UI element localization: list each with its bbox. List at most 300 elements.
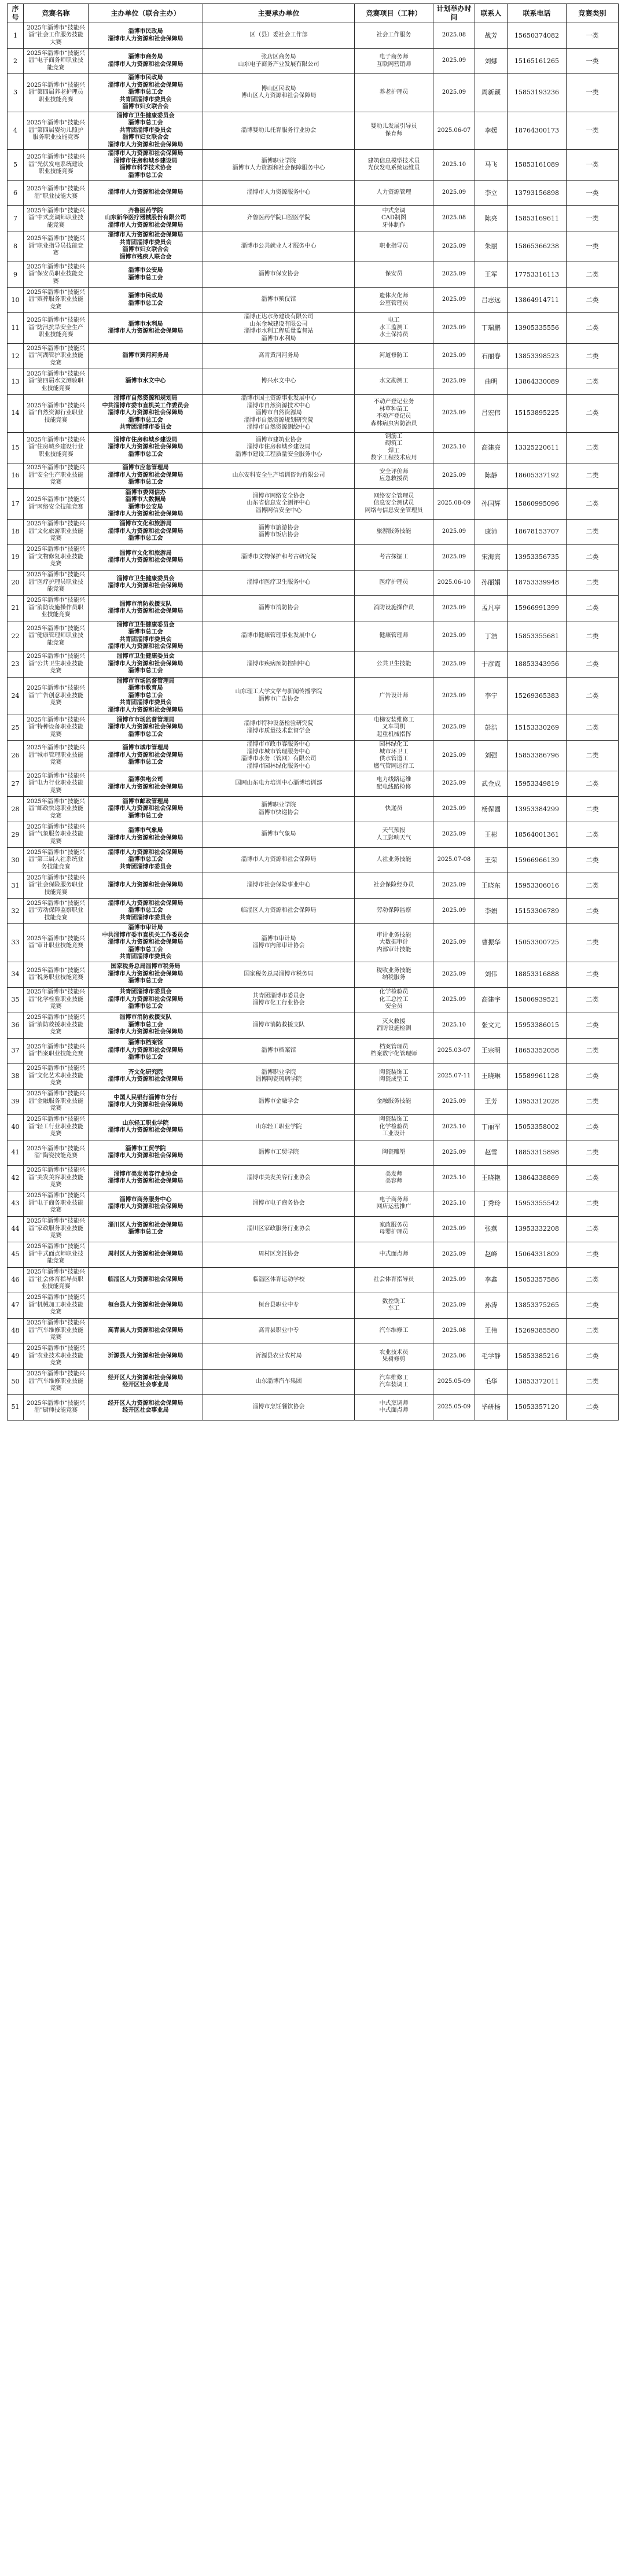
organizer-unit: 淄博市国土资源事业发展中心 bbox=[241, 395, 317, 402]
organizer-unit: 淄博市医疗卫生服务中心 bbox=[247, 579, 311, 586]
competition-category: 二类 bbox=[567, 1165, 619, 1191]
organizer-units bbox=[203, 1293, 355, 1318]
planned-time: 2025.09 bbox=[433, 369, 475, 395]
row-number: 32 bbox=[8, 899, 24, 924]
competition-name: 2025年淄博市“技能兴淄”第三届人社系统业务技能竞赛 bbox=[24, 848, 89, 873]
competition-item: 农业技术员 bbox=[379, 1349, 409, 1356]
host-units bbox=[89, 797, 203, 822]
contact-person: 王晓琳 bbox=[475, 1063, 508, 1089]
competition-item: 汽车维修工 bbox=[379, 1327, 409, 1334]
table-row bbox=[8, 570, 619, 595]
competition-category: 二类 bbox=[567, 519, 619, 544]
organizer-unit: 淄博市自然资源规划研究院 bbox=[244, 417, 314, 424]
competition-item: 化学检验员 bbox=[379, 989, 409, 996]
competition-category: 一类 bbox=[567, 74, 619, 112]
competition-category: 二类 bbox=[567, 771, 619, 797]
table-header bbox=[8, 4, 619, 23]
competition-category: 二类 bbox=[567, 797, 619, 822]
organizer-unit: 淄博市园林绿化服务中心 bbox=[247, 763, 311, 770]
competition-category: 二类 bbox=[567, 1394, 619, 1420]
planned-time: 2025.09 bbox=[433, 519, 475, 544]
competition-item: 考古探掘工 bbox=[379, 553, 409, 560]
contact-person: 吕宏伟 bbox=[475, 395, 508, 433]
contact-phone: 15165161265 bbox=[508, 49, 567, 74]
row-number: 33 bbox=[8, 924, 24, 962]
competition-item: 人力资源管理 bbox=[376, 189, 411, 196]
planned-time: 2025.10 bbox=[433, 150, 475, 181]
contact-phone: 15650374082 bbox=[508, 23, 567, 49]
planned-time: 2025.09 bbox=[433, 771, 475, 797]
contact-person: 王彬 bbox=[475, 822, 508, 848]
contact-person: 王宗明 bbox=[475, 1038, 508, 1063]
host-unit: 淄博市总工会 bbox=[128, 535, 163, 542]
competition-item: 家政服务员 bbox=[379, 1221, 409, 1228]
organizer-unit: 淄博网信安全中心 bbox=[255, 507, 302, 514]
row-number: 31 bbox=[8, 873, 24, 899]
host-unit: 淄博市市场监督管理局 bbox=[116, 678, 175, 685]
planned-time: 2025.06 bbox=[433, 1344, 475, 1369]
host-units bbox=[89, 74, 203, 112]
host-units bbox=[89, 1063, 203, 1089]
contact-person: 张文元 bbox=[475, 1013, 508, 1038]
competition-category: 一类 bbox=[567, 206, 619, 231]
contact-person: 孙涛 bbox=[475, 1293, 508, 1318]
organizer-units bbox=[203, 822, 355, 848]
host-units bbox=[89, 987, 203, 1013]
table-row bbox=[8, 595, 619, 621]
competition-items bbox=[355, 677, 433, 715]
competition-item: 档案管理员 bbox=[379, 1043, 409, 1050]
competition-category: 二类 bbox=[567, 544, 619, 570]
competition-items bbox=[355, 23, 433, 49]
table-row bbox=[8, 369, 619, 395]
contact-phone: 15589961128 bbox=[508, 1063, 567, 1089]
competition-item: 电工 bbox=[388, 317, 400, 324]
host-unit: 淄博市人力资源和社会保障局 bbox=[108, 150, 183, 157]
host-unit: 淄博市工贸学院 bbox=[125, 1145, 166, 1152]
organizer-units bbox=[203, 1013, 355, 1038]
competition-item: 婴幼儿发展引导员 bbox=[370, 123, 417, 130]
organizer-units bbox=[203, 231, 355, 262]
contact-phone: 13793156898 bbox=[508, 181, 567, 206]
competition-item: 不动产登记员 bbox=[376, 413, 411, 420]
host-unit: 淄博市应急管理局 bbox=[122, 465, 169, 472]
host-unit: 淄博市人力资源和社会保障局 bbox=[108, 232, 183, 238]
table-row bbox=[8, 488, 619, 519]
host-units bbox=[89, 519, 203, 544]
host-units bbox=[89, 677, 203, 715]
competition-category: 二类 bbox=[567, 1344, 619, 1369]
competition-items bbox=[355, 848, 433, 873]
table-row bbox=[8, 848, 619, 873]
competition-item: 中式面点师 bbox=[379, 1250, 409, 1257]
planned-time: 2025.09 bbox=[433, 621, 475, 652]
host-units bbox=[89, 1318, 203, 1344]
contact-phone: 15053358002 bbox=[508, 1114, 567, 1140]
contact-person: 李宁 bbox=[475, 677, 508, 715]
host-unit: 淄博市卫生健康委员会 bbox=[116, 575, 175, 582]
host-unit: 淄博市城市管理局 bbox=[122, 745, 169, 752]
planned-time: 2025.09 bbox=[433, 797, 475, 822]
host-unit: 高青县人力资源和社会保障局 bbox=[108, 1327, 183, 1334]
competition-category: 二类 bbox=[567, 848, 619, 873]
competition-name: 2025年淄博市“技能兴淄”化学检验职业技能竞赛 bbox=[24, 987, 89, 1013]
planned-time: 2025.09 bbox=[433, 715, 475, 741]
competition-item: 健康管理师 bbox=[379, 632, 409, 639]
competition-item: 园林绿化工 bbox=[379, 741, 409, 748]
host-units bbox=[89, 848, 203, 873]
competition-category: 二类 bbox=[567, 1140, 619, 1165]
organizer-unit: 淄博市建筑业协会 bbox=[255, 436, 302, 443]
header-contact: 联系人 bbox=[475, 4, 508, 23]
competition-item: 审计业务技能 bbox=[376, 932, 411, 939]
planned-time: 2025.09 bbox=[433, 49, 475, 74]
host-unit: 淄博市大数据局 bbox=[125, 496, 166, 503]
competition-item: 美容师 bbox=[385, 1178, 403, 1184]
host-unit: 淄博市人力资源和社会保障局 bbox=[108, 849, 183, 856]
organizer-units bbox=[203, 150, 355, 181]
competition-item: 互联网营销师 bbox=[376, 61, 411, 68]
planned-time: 2025.09 bbox=[433, 987, 475, 1013]
competition-name: 2025年淄博市“技能兴淄”城市管理职业技能竞赛 bbox=[24, 741, 89, 771]
header-category: 竞赛类别 bbox=[567, 4, 619, 23]
competition-name: 2025年淄博市“技能兴淄”职业指导员技能竞赛 bbox=[24, 231, 89, 262]
organizer-unit: 桓台县职业中专 bbox=[258, 1301, 299, 1308]
host-unit: 淄博市人力资源和社会保障局 bbox=[108, 882, 183, 889]
host-unit: 淄博市人力资源和社会保障局 bbox=[108, 189, 183, 196]
contact-person: 马飞 bbox=[475, 150, 508, 181]
competition-name: 2025年淄博市“技能兴淄”第四届养老护理员职业技能竞赛 bbox=[24, 74, 89, 112]
planned-time: 2025.09 bbox=[433, 1140, 475, 1165]
host-unit: 中国人民银行淄博市分行 bbox=[113, 1094, 178, 1101]
table-row bbox=[8, 1191, 619, 1216]
header-phone: 联系电话 bbox=[508, 4, 567, 23]
competition-name: 2025年淄博市“技能兴淄”电力行业职业技能竞赛 bbox=[24, 771, 89, 797]
competition-item: 劳动保障监察 bbox=[376, 907, 411, 914]
competition-name: 2025年淄博市“技能兴淄”殡葬服务职业技能竞赛 bbox=[24, 288, 89, 313]
contact-phone: 15865366238 bbox=[508, 231, 567, 262]
organizer-units bbox=[203, 369, 355, 395]
row-number: 26 bbox=[8, 741, 24, 771]
contact-phone: 13953332208 bbox=[508, 1216, 567, 1242]
table-row bbox=[8, 1318, 619, 1344]
host-unit: 淄博市文化和旅游局 bbox=[119, 550, 172, 557]
competition-item: 税收业务技能 bbox=[376, 967, 411, 974]
organizer-unit: 淄博市住房和城乡建设局 bbox=[247, 444, 311, 451]
competition-item: 陶瓷装饰工 bbox=[379, 1116, 409, 1123]
host-unit: 淄博市人力资源和社会保障局 bbox=[108, 511, 183, 517]
competition-item: 起重机械指挥 bbox=[376, 731, 411, 738]
host-units bbox=[89, 1344, 203, 1369]
organizer-unit: 山东金城建设有限公司 bbox=[249, 321, 308, 327]
host-unit: 淄博市总工会 bbox=[128, 1003, 163, 1010]
competition-category: 二类 bbox=[567, 652, 619, 677]
row-number: 4 bbox=[8, 112, 24, 150]
organizer-unit: 淄博市化工行业协会 bbox=[252, 1000, 305, 1006]
table-row bbox=[8, 899, 619, 924]
host-units bbox=[89, 288, 203, 313]
table-row bbox=[8, 1114, 619, 1140]
row-number: 34 bbox=[8, 962, 24, 987]
competition-item: 天气预报 bbox=[382, 827, 406, 834]
row-number: 12 bbox=[8, 344, 24, 369]
host-unit: 淄博市人力资源和社会保障局 bbox=[108, 939, 183, 945]
competition-category: 二类 bbox=[567, 924, 619, 962]
competition-items bbox=[355, 544, 433, 570]
host-unit: 齐鲁医药学院 bbox=[128, 207, 163, 214]
contact-person: 孙国辉 bbox=[475, 488, 508, 519]
competition-name: 2025年淄博市“技能兴淄”消防救援职业技能竞赛 bbox=[24, 1013, 89, 1038]
row-number: 43 bbox=[8, 1191, 24, 1216]
competition-item: 信息安全测试员 bbox=[373, 500, 414, 507]
host-units bbox=[89, 1038, 203, 1063]
competition-table bbox=[7, 3, 619, 1421]
organizer-units bbox=[203, 962, 355, 987]
host-unit: 淄博市人力资源和社会保障局 bbox=[108, 557, 183, 564]
contact-person: 李娟 bbox=[475, 899, 508, 924]
host-unit: 淄博市人力资源和社会保障局 bbox=[108, 528, 183, 535]
host-unit: 国家税务总局淄博市税务局 bbox=[111, 963, 181, 970]
competition-name: 2025年淄博市“技能兴淄”职业技能大赛 bbox=[24, 181, 89, 206]
contact-phone: 13864338869 bbox=[508, 1165, 567, 1191]
planned-time: 2025.09 bbox=[433, 595, 475, 621]
contact-person: 武金成 bbox=[475, 771, 508, 797]
host-units bbox=[89, 595, 203, 621]
table-row bbox=[8, 1089, 619, 1114]
competition-items bbox=[355, 150, 433, 181]
competition-item: 社会体育指导员 bbox=[373, 1276, 414, 1283]
host-unit: 淄博市人力资源和社会保障局 bbox=[108, 970, 183, 977]
competition-item: 电子商务师 bbox=[379, 54, 409, 60]
contact-phone: 18853316888 bbox=[508, 962, 567, 987]
competition-item: 水土保持员 bbox=[379, 332, 409, 338]
row-number: 1 bbox=[8, 23, 24, 49]
host-unit: 淄博市美发美容行业协会 bbox=[113, 1171, 178, 1177]
host-units bbox=[89, 1267, 203, 1293]
organizer-unit: 淄博市旅游协会 bbox=[258, 524, 299, 531]
competition-item: 车工 bbox=[388, 1305, 400, 1312]
contact-phone: 15153330269 bbox=[508, 715, 567, 741]
contact-phone: 15153306789 bbox=[508, 899, 567, 924]
table-row bbox=[8, 544, 619, 570]
host-unit: 淄博市人力资源和社会保障局 bbox=[108, 82, 183, 89]
host-unit: 经开区人力资源和社会保障局 bbox=[108, 1374, 183, 1381]
table-row bbox=[8, 677, 619, 715]
host-unit: 淄博市卫生健康委员会 bbox=[116, 112, 175, 119]
organizer-units bbox=[203, 1344, 355, 1369]
organizer-unit: 淄博市自然资源测绘中心 bbox=[247, 424, 311, 430]
competition-items bbox=[355, 1293, 433, 1318]
organizer-unit: 淄博市金融学会 bbox=[258, 1098, 299, 1105]
contact-phone: 18678153707 bbox=[508, 519, 567, 544]
host-unit: 淄博市总工会 bbox=[128, 856, 163, 863]
host-unit: 中共淄博市委市直机关工作委员会 bbox=[102, 932, 189, 939]
competition-item: 果树修剪 bbox=[382, 1356, 406, 1363]
competition-items bbox=[355, 987, 433, 1013]
table-row bbox=[8, 962, 619, 987]
host-unit: 齐文化研究院 bbox=[128, 1069, 163, 1076]
host-unit: 桓台县人力资源和社会保障局 bbox=[108, 1301, 183, 1308]
row-number: 40 bbox=[8, 1114, 24, 1140]
competition-item: 母婴护理员 bbox=[379, 1229, 409, 1235]
organizer-units bbox=[203, 987, 355, 1013]
competition-items bbox=[355, 288, 433, 313]
contact-person: 彭浩 bbox=[475, 715, 508, 741]
row-number: 16 bbox=[8, 463, 24, 488]
competition-item: 化工总控工 bbox=[379, 996, 409, 1003]
competition-item: 网络安全管理员 bbox=[373, 492, 414, 499]
competition-name: 2025年淄博市“技能兴淄”中式面点师职业技能竞赛 bbox=[24, 1242, 89, 1267]
competition-item: 焊工 bbox=[388, 447, 400, 454]
competition-items bbox=[355, 1013, 433, 1038]
competition-category: 二类 bbox=[567, 822, 619, 848]
competition-category: 二类 bbox=[567, 595, 619, 621]
contact-phone: 15806939521 bbox=[508, 987, 567, 1013]
planned-time: 2025.06-10 bbox=[433, 570, 475, 595]
host-unit: 淄博市气象局 bbox=[128, 827, 163, 834]
host-units bbox=[89, 771, 203, 797]
table-row bbox=[8, 1242, 619, 1267]
competition-name: 2025年淄博市“技能兴淄”厨师技能竞赛 bbox=[24, 1394, 89, 1420]
competition-item: 森林病虫害防治员 bbox=[370, 420, 417, 427]
competition-item: 河道修防工 bbox=[379, 352, 409, 359]
competition-item: 网店运营推广 bbox=[376, 1204, 411, 1210]
contact-phone: 18605337192 bbox=[508, 463, 567, 488]
contact-person: 张燕 bbox=[475, 1216, 508, 1242]
organizer-units bbox=[203, 288, 355, 313]
competition-item: 档案数字化管理师 bbox=[370, 1051, 417, 1057]
contact-phone: 18853315898 bbox=[508, 1140, 567, 1165]
competition-item: 牙体制作 bbox=[382, 222, 406, 229]
competition-category: 二类 bbox=[567, 715, 619, 741]
organizer-unit: 山东理工大学文学与新闻传播学院 bbox=[235, 689, 322, 695]
planned-time: 2025.09 bbox=[433, 231, 475, 262]
contact-phone: 15269365383 bbox=[508, 677, 567, 715]
competition-items bbox=[355, 181, 433, 206]
organizer-units bbox=[203, 313, 355, 344]
row-number: 11 bbox=[8, 313, 24, 344]
contact-phone: 15153895225 bbox=[508, 395, 567, 433]
competition-item: 应急救援员 bbox=[379, 476, 409, 482]
contact-phone: 13864330089 bbox=[508, 369, 567, 395]
competition-category: 二类 bbox=[567, 1191, 619, 1216]
table-row bbox=[8, 873, 619, 899]
competition-name: 2025年淄博市“技能兴淄”安全生产职业技能竞赛 bbox=[24, 463, 89, 488]
contact-phone: 13953384299 bbox=[508, 797, 567, 822]
contact-person: 王晓艳 bbox=[475, 1165, 508, 1191]
competition-name: 2025年淄博市“技能兴淄”陶瓷技能竞赛 bbox=[24, 1140, 89, 1165]
planned-time: 2025.09 bbox=[433, 181, 475, 206]
competition-items bbox=[355, 1242, 433, 1267]
row-number: 14 bbox=[8, 395, 24, 433]
organizer-unit: 齐鲁医药学院口腔医学院 bbox=[247, 215, 311, 222]
competition-item: 网络与信息安全管理员 bbox=[365, 507, 423, 514]
organizer-unit: 淄博市消防协会 bbox=[258, 604, 299, 611]
competition-category: 二类 bbox=[567, 741, 619, 771]
planned-time: 2025.09 bbox=[433, 962, 475, 987]
host-unit: 淄博市总工会 bbox=[128, 946, 163, 953]
organizer-unit: 淄博市水务（管网）有限公司 bbox=[241, 756, 317, 762]
organizer-unit: 山东淄博汽车集团 bbox=[255, 1378, 302, 1385]
organizer-unit: 高青黄河河务局 bbox=[258, 352, 299, 359]
organizer-units bbox=[203, 49, 355, 74]
competition-items bbox=[355, 1344, 433, 1369]
contact-phone: 15853385216 bbox=[508, 1344, 567, 1369]
row-number: 37 bbox=[8, 1038, 24, 1063]
competition-items bbox=[355, 1038, 433, 1063]
competition-item: CAD制图 bbox=[381, 215, 406, 222]
competition-category: 一类 bbox=[567, 23, 619, 49]
host-unit: 淄博市卫生健康委员会 bbox=[116, 621, 175, 628]
organizer-units bbox=[203, 1089, 355, 1114]
header-items: 竞赛项目（工种） bbox=[355, 4, 433, 23]
host-unit: 淄博市卫生健康委员会 bbox=[116, 653, 175, 660]
competition-item: 金融服务技能 bbox=[376, 1098, 411, 1105]
host-unit: 淄博市总工会 bbox=[128, 479, 163, 486]
planned-time: 2025.09 bbox=[433, 463, 475, 488]
table-row bbox=[8, 771, 619, 797]
table-row bbox=[8, 797, 619, 822]
competition-category: 二类 bbox=[567, 1267, 619, 1293]
table-body bbox=[8, 23, 619, 1421]
row-number: 38 bbox=[8, 1063, 24, 1089]
table-row bbox=[8, 519, 619, 544]
competition-category: 二类 bbox=[567, 962, 619, 987]
organizer-units bbox=[203, 621, 355, 652]
host-units bbox=[89, 1089, 203, 1114]
host-unit: 淄博市总工会 bbox=[128, 1229, 163, 1235]
host-unit: 淄博市人力资源和社会保障局 bbox=[108, 1047, 183, 1054]
competition-category: 二类 bbox=[567, 1063, 619, 1089]
organizer-unit: 山东安科安全生产培训咨询有限公司 bbox=[232, 472, 325, 479]
header-organizer: 主要承办单位 bbox=[203, 4, 355, 23]
competition-item: 中式烹调师 bbox=[379, 1400, 409, 1407]
planned-time: 2025.09 bbox=[433, 344, 475, 369]
organizer-units bbox=[203, 741, 355, 771]
host-unit: 淄博市人力资源和社会保障局 bbox=[108, 222, 183, 229]
organizer-unit: 淄博市消防救援支队 bbox=[252, 1021, 305, 1028]
host-unit: 淄博市民政局 bbox=[128, 28, 163, 35]
row-number: 5 bbox=[8, 150, 24, 181]
contact-phone: 13864914711 bbox=[508, 288, 567, 313]
competition-name: 2025年淄博市“技能兴淄”光伏发电系统建设职业技能竞赛 bbox=[24, 150, 89, 181]
contact-phone: 15853161089 bbox=[508, 150, 567, 181]
competition-item: 陶瓷雕塑 bbox=[382, 1149, 406, 1155]
table-row bbox=[8, 1394, 619, 1420]
host-unit: 淄博市总工会 bbox=[128, 978, 163, 985]
organizer-unit: 淄博市广告协会 bbox=[258, 695, 299, 702]
organizer-unit: 临淄区体育运动学校 bbox=[252, 1276, 305, 1283]
host-unit: 淄博市人力资源和社会保障局 bbox=[108, 583, 183, 589]
competition-category: 二类 bbox=[567, 1369, 619, 1394]
organizer-unit: 淄博市自然资源局 bbox=[255, 410, 302, 416]
competition-category: 二类 bbox=[567, 621, 619, 652]
host-unit: 淄博市总工会 bbox=[128, 629, 163, 635]
competition-item: 人社业务技能 bbox=[376, 856, 411, 863]
host-unit: 山东轻工职业学院 bbox=[122, 1120, 169, 1127]
contact-person: 高建亮 bbox=[475, 432, 508, 463]
competition-items bbox=[355, 1140, 433, 1165]
host-unit: 淄博市商务服务中心 bbox=[119, 1196, 172, 1203]
contact-person: 陈静 bbox=[475, 463, 508, 488]
host-unit: 淄博市市场监督管理局 bbox=[116, 716, 175, 723]
contact-phone: 15853169611 bbox=[508, 206, 567, 231]
table-row bbox=[8, 1063, 619, 1089]
contact-person: 康沛 bbox=[475, 519, 508, 544]
table-row bbox=[8, 1140, 619, 1165]
organizer-units bbox=[203, 519, 355, 544]
competition-items bbox=[355, 652, 433, 677]
